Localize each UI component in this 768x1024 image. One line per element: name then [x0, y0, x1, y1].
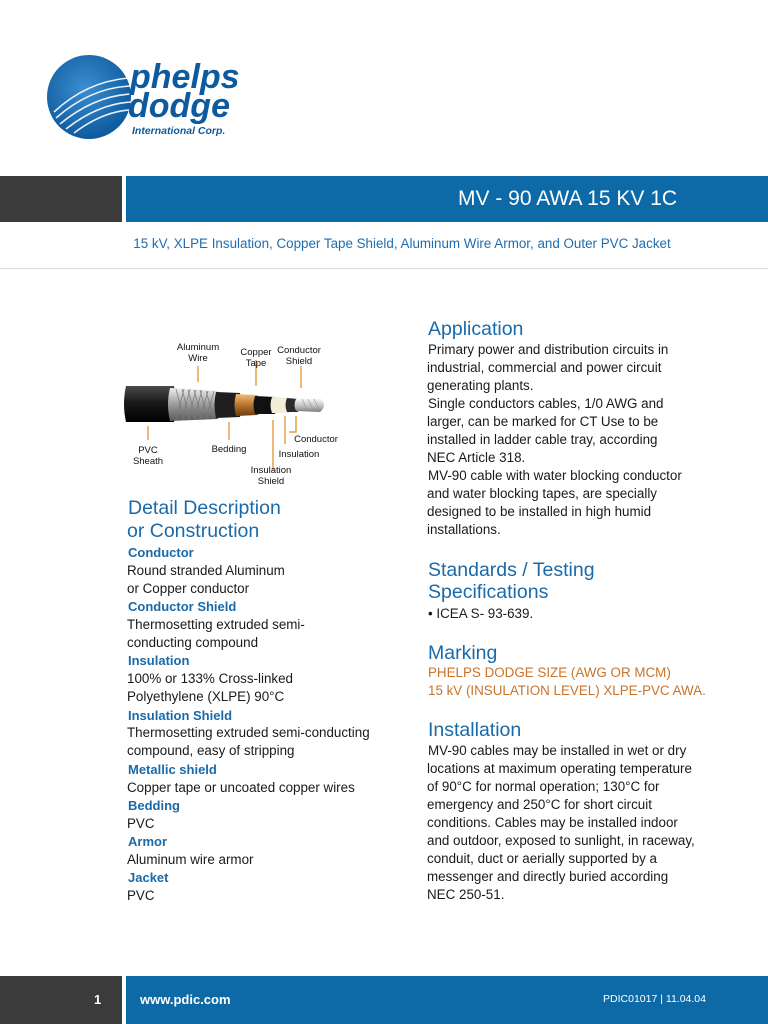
installation-line-9: NEC 250-51. — [427, 887, 505, 902]
metallic-shield-label: Metallic shield — [128, 762, 217, 777]
application-line-3: generating plants. — [427, 378, 534, 393]
bedding-text-1: PVC — [127, 816, 155, 831]
label-aluminum-wire-1: Aluminum — [176, 342, 220, 353]
conductor-label: Conductor — [128, 545, 194, 560]
installation-line-7: conduit, duct or aerially supported by a — [427, 851, 658, 866]
application-line-9: and water blocking tapes, are specially — [427, 486, 658, 501]
application-line-1: Primary power and distribution circuits in — [428, 342, 669, 357]
standards-line-1: • ICEA S- 93-639. — [428, 606, 534, 621]
label-conductor: Conductor — [294, 434, 338, 445]
website-link[interactable]: www.pdic.com — [140, 992, 231, 1007]
installation-line-4: emergency and 250°C for short circuit — [427, 797, 652, 812]
label-bedding: Bedding — [211, 444, 247, 455]
application-line-5: larger, can be marked for CT Use to be — [427, 414, 659, 429]
conductor-text-2: or Copper conductor — [127, 581, 250, 596]
label-aluminum-wire-2: Wire — [188, 353, 208, 364]
insulation-label: Insulation — [128, 653, 190, 668]
installation-line-6: and outdoor, exposed to sunlight, in raceway, — [427, 833, 695, 848]
label-copper-tape-2: Tape — [245, 358, 267, 369]
globe-icon — [47, 55, 131, 139]
bedding-label: Bedding — [128, 798, 180, 813]
insulation-text-1: 100% or 133% Cross-linked — [127, 671, 293, 686]
installation-line-5: conditions. Cables may be installed indoor — [427, 815, 678, 830]
logo-word-dodge: dodge — [128, 87, 230, 125]
product-title: MV - 90 AWA 15 KV 1C — [458, 187, 678, 210]
detail-heading-line1: Detail Description — [128, 497, 281, 519]
cable-cross-section-diagram — [118, 336, 358, 488]
application-line-6: installed in ladder cable tray, according — [427, 432, 658, 447]
armor-text-1: Aluminum wire armor — [127, 852, 254, 867]
insulation-shield-text-2: compound, easy of stripping — [127, 743, 295, 758]
marking-heading: Marking — [428, 642, 498, 664]
label-copper-tape-1: Copper — [240, 347, 272, 358]
conductor-shield-label: Conductor Shield — [128, 599, 237, 614]
label-pvc-sheath-2: Sheath — [132, 456, 164, 467]
page-number: 1 — [94, 992, 102, 1007]
armor-label: Armor — [128, 834, 168, 849]
label-conductor-shield-1: Conductor — [277, 345, 321, 356]
metallic-shield-text-1: Copper tape or uncoated copper wires — [127, 780, 355, 795]
conductor-shield-text-2: conducting compound — [127, 635, 259, 650]
application-line-11: installations. — [427, 522, 501, 537]
detail-heading-line2: or Construction — [127, 520, 260, 542]
installation-line-1: MV-90 cables may be installed in wet or dry — [428, 743, 687, 758]
insulation-text-2: Polyethylene (XLPE) 90°C — [127, 689, 285, 704]
application-line-4: Single conductors cables, 1/0 AWG and — [428, 396, 664, 411]
application-line-7: NEC Article 318. — [427, 450, 526, 465]
marking-line-2: 15 kV (INSULATION LEVEL) XLPE-PVC AWA. — [428, 683, 706, 698]
header-dark-block — [0, 176, 122, 222]
conductor-text-1: Round stranded Aluminum — [127, 563, 285, 578]
conductor-shield-text-1: Thermosetting extruded semi- — [127, 617, 305, 632]
footer-dark-block — [0, 976, 122, 1024]
phelps-dodge-logo — [46, 52, 276, 142]
application-heading: Application — [428, 318, 524, 340]
marking-line-1: PHELPS DODGE SIZE (AWG OR MCM) — [428, 665, 671, 680]
jacket-label: Jacket — [128, 870, 169, 885]
subtitle-divider — [0, 268, 768, 269]
jacket-text-1: PVC — [127, 888, 155, 903]
insulation-shield-text-1: Thermosetting extruded semi-conducting — [127, 725, 370, 740]
installation-line-3: of 90°C for normal operation; 130°C for — [427, 779, 660, 794]
label-insulation: Insulation — [278, 449, 320, 460]
label-pvc-sheath-1: PVC — [138, 445, 158, 456]
insulation-shield-label: Insulation Shield — [128, 708, 233, 723]
standards-heading-line1: Standards / Testing — [428, 559, 595, 581]
installation-line-2: locations at maximum operating temperature — [427, 761, 692, 776]
logo-word-international: International Corp. — [132, 125, 226, 137]
installation-heading: Installation — [428, 719, 522, 741]
label-insulation-shield-1: Insulation — [250, 465, 292, 476]
label-insulation-shield-2: Shield — [257, 476, 285, 487]
product-subtitle: 15 kV, XLPE Insulation, Copper Tape Shield, Aluminum Wire Armor, and Outer PVC Jacket — [133, 236, 671, 251]
label-conductor-shield-2: Shield — [285, 356, 313, 367]
application-line-2: industrial, commercial and power circuit — [427, 360, 662, 375]
installation-line-8: messenger and directly buried according — [427, 869, 669, 884]
application-line-10: designed to be installed in high humid — [427, 504, 652, 519]
standards-heading-line2: Specifications — [428, 581, 549, 603]
logo-word-phelps: phelps — [130, 58, 240, 96]
application-line-8: MV-90 cable with water blocking conductor — [428, 468, 682, 483]
document-code: PDIC01017 | 11.04.04 — [603, 993, 706, 1005]
